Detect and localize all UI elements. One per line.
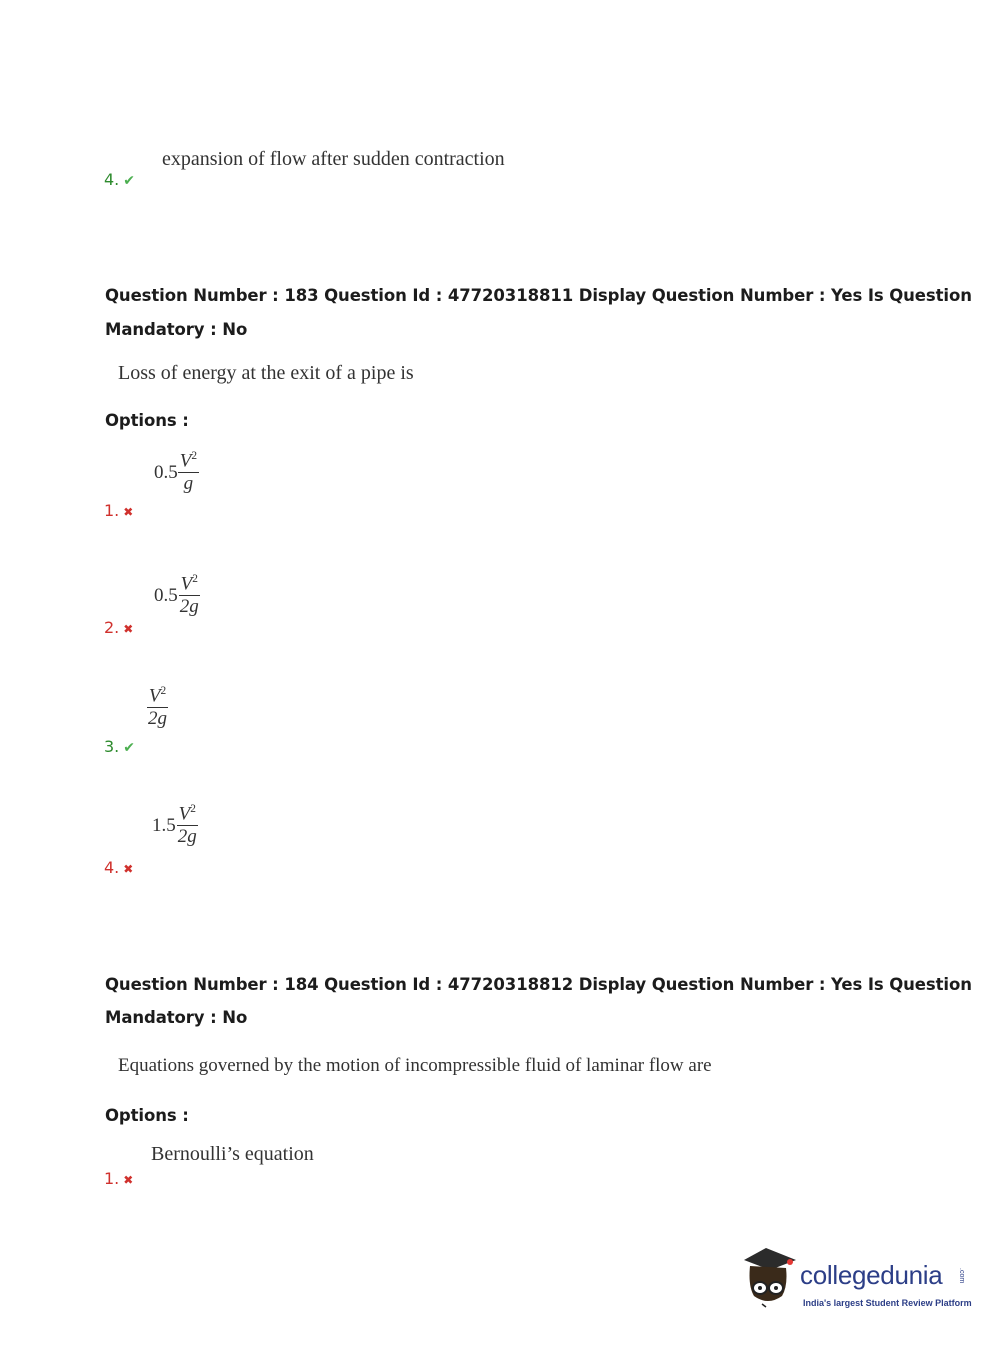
numerator: V	[180, 573, 193, 595]
q183-option-2-marker	[104, 618, 133, 637]
numerator: V	[179, 450, 192, 472]
exponent: 2	[191, 450, 198, 462]
logo-name: collegedunia	[800, 1260, 943, 1290]
denominator: 2g	[148, 708, 167, 730]
denominator: 2g	[177, 826, 197, 848]
q183-heading-line2: Mandatory : No	[105, 320, 248, 339]
option-number: 4.	[104, 170, 120, 189]
numerator: V	[148, 685, 161, 707]
exponent: 2	[160, 685, 167, 697]
q183-question-text: Loss of energy at the exit of a pipe is	[118, 362, 414, 384]
denominator: 2g	[179, 596, 199, 618]
logo-suffix: .com	[958, 1268, 965, 1284]
q184-heading-line2: Mandatory : No	[105, 1008, 248, 1027]
q183-option-2-formula	[154, 573, 201, 619]
q183-option-4-formula	[152, 803, 199, 849]
formula-fraction	[178, 450, 199, 496]
formula-coefficient: 1.5	[152, 814, 176, 836]
formula-fraction	[176, 803, 199, 849]
q183-option-3-formula	[146, 685, 169, 731]
option-number: 4.	[104, 858, 120, 877]
exponent: 2	[192, 573, 198, 585]
q184-heading-line1: Question Number : 184 Question Id : 47720318812 Display Question Number : Yes Is Question	[105, 975, 972, 994]
q183-option-1-formula	[154, 450, 199, 496]
q183-option-3-marker	[104, 737, 135, 756]
logo-tagline: India's largest Student Review Platform	[803, 1298, 972, 1308]
q184-options-label: Options :	[105, 1106, 189, 1125]
q183-heading-line1: Question Number : 183 Question Id : 47720318811 Display Question Number : Yes Is Question	[105, 286, 972, 305]
formula-fraction	[178, 573, 201, 619]
exponent: 2	[190, 803, 196, 815]
q183-option-1-marker	[104, 501, 133, 520]
q184-option-1-marker	[104, 1169, 133, 1188]
check-icon: ✔	[123, 740, 135, 756]
check-icon: ✔	[123, 173, 135, 189]
cross-icon: ✖	[123, 1173, 134, 1187]
formula-fraction	[146, 685, 169, 731]
q183-option-4-marker	[104, 858, 133, 877]
prev-option-text: expansion of flow after sudden contraction	[162, 148, 505, 170]
prev-option-number	[104, 170, 135, 189]
option-number: 1.	[104, 501, 120, 520]
collegedunia-mascot-icon	[740, 1246, 800, 1308]
cross-icon: ✖	[123, 622, 134, 636]
option-number: 3.	[104, 737, 120, 756]
logo-wordmark	[800, 1260, 942, 1291]
formula-coefficient: 0.5	[154, 584, 178, 606]
q184-option-1-text: Bernoulli’s equation	[151, 1143, 314, 1165]
formula-coefficient: 0.5	[154, 461, 178, 483]
option-number: 2.	[104, 618, 120, 637]
denominator: g	[183, 473, 194, 495]
option-number: 1.	[104, 1169, 120, 1188]
q184-question-text: Equations governed by the motion of incompressible fluid of laminar flow are	[118, 1055, 712, 1076]
cross-icon: ✖	[123, 505, 134, 519]
q183-options-label: Options :	[105, 411, 189, 430]
cross-icon: ✖	[123, 862, 134, 876]
numerator: V	[178, 803, 191, 825]
